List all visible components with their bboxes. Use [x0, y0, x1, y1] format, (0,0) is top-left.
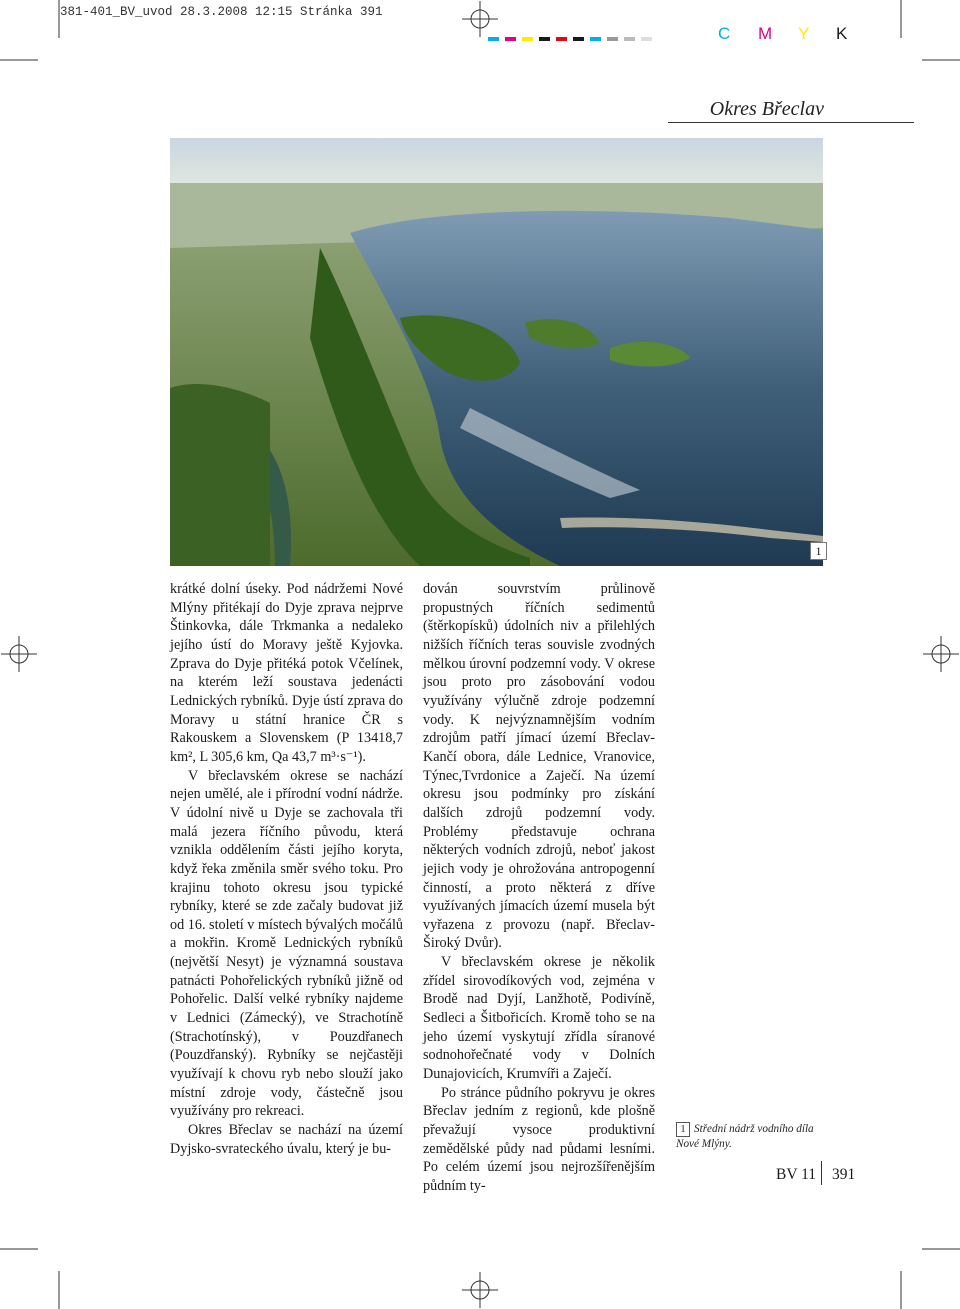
folio-divider	[821, 1161, 822, 1185]
page-header-title: Okres Břeclav	[709, 98, 824, 120]
print-slug: 381-401_BV_uvod 28.3.2008 12:15 Stránka 391	[60, 5, 383, 19]
paragraph: krátké dolní úseky. Pod nádržemi Nové Mlýny přitékají do Dyje zprava nejprve Štinkovka, dále Trkmanka a nedaleko jejího ústí do Moravy ještě Kyjovka. Zprava do Dyje přitéká potok Včelínek, na kterém leží soustava jedenácti Lednických rybníků. Dyje ústí zprava do Moravy u státní hranice ČR s Rakouskem a Slovenskem (P 13418,7 km², L 305,6 km, Qa 43,7 m³·s⁻¹).	[170, 581, 403, 765]
cmyk-letter-y: Y	[798, 24, 810, 43]
paragraph: Po stránce půdního pokryvu je okres Břeclav jedním z regionů, kde plošně převažují vysoce produktivní zemědělské půdy nad půdami lesními. Po celém území jsou nejrozšířenějším půdním ty-	[423, 1084, 655, 1194]
figure-caption	[676, 1122, 824, 1152]
cmyk-letter-k: K	[836, 24, 848, 43]
cmyk-letter-m: M	[758, 24, 773, 43]
header-rule	[668, 122, 914, 123]
paragraph: Okres Břeclav se nachází na území Dyjsko-svrateckého úvalu, který je bu-	[170, 1122, 403, 1157]
body-column-left	[170, 580, 403, 1158]
paragraph: dován souvrstvím průlinově propustných říčních sedimentů (štěrkopísků) údolních niv a přilehlých nižších říčních teras souvisle zvodných mělkou úrovní podzemní vody. V okrese jsou proto pro zásobování vodou využívány výlučně zdroje podzemní vody. K nejvýznamnějším vodním zdrojům patří jímací území Břeclav-Kančí obora, dále Lednice, Vranovice, Týnec,Tvrdonice a Zaječí. Na území okresu jsou podmínky pro získání dalších zdrojů podzemní vody. Problémy představuje ochrana některých vodních zdrojů, neboť jakost jejich vody je ohrožována antropogenní činností, a proto některá z dříve využívaných jímacích území musela být vyřazena z provozu (např. Břeclav-Široký Dvůr).	[423, 581, 655, 952]
paragraph: V břeclavském okrese se nachází nejen umělé, ale i přírodní vodní nádrže. V údolní nivě u Dyje se zachovala tři malá jezera říčního původu, která vznikla oddělením části jejího koryta, když řeka změnila směr svého toku. Pro krajinu tohoto okresu jsou typické rybníky, které se zde začaly budovat již od 16. století v místech bývalých močálů a mokřin. Kromě Lednických rybníků (největší Nesyt) je významná soustava patnácti Pohořelických rybníků jižně od Pohořelic. Další velké rybníky najdeme v Lednici (Zámecký), ve Strachotíně (Strachotínský), v Pouzdřanech (Pouzdřanský). Rybníky se nejčastěji využívají k chovu ryb nebo slouží jako místní zdroje vody, částečně jsou využívány pro rekreaci.	[170, 767, 403, 1120]
aerial-photo-reservoir	[170, 138, 823, 566]
page-number: 391	[832, 1166, 856, 1183]
caption-text: Střední nádrž vodního díla Nové Mlýny.	[676, 1123, 814, 1150]
caption-number: 1	[676, 1122, 690, 1137]
cmyk-letter-c: C	[718, 24, 731, 43]
folio-section: BV 11	[776, 1166, 817, 1183]
body-column-right	[423, 580, 655, 1196]
figure-number-badge: 1	[810, 542, 827, 560]
paragraph: V břeclavském okrese je několik zřídel sirovodíkových vod, zejména v Brodě nad Dyjí, Lanžhotě, Podivíně, Sedleci a Šitbořicích. Kromě toho se na jeho území vyskytují zřídla síranové sodnohořečnaté vody v Dolních Dunajovicích, Krumvíři a Zaječí.	[423, 954, 655, 1083]
